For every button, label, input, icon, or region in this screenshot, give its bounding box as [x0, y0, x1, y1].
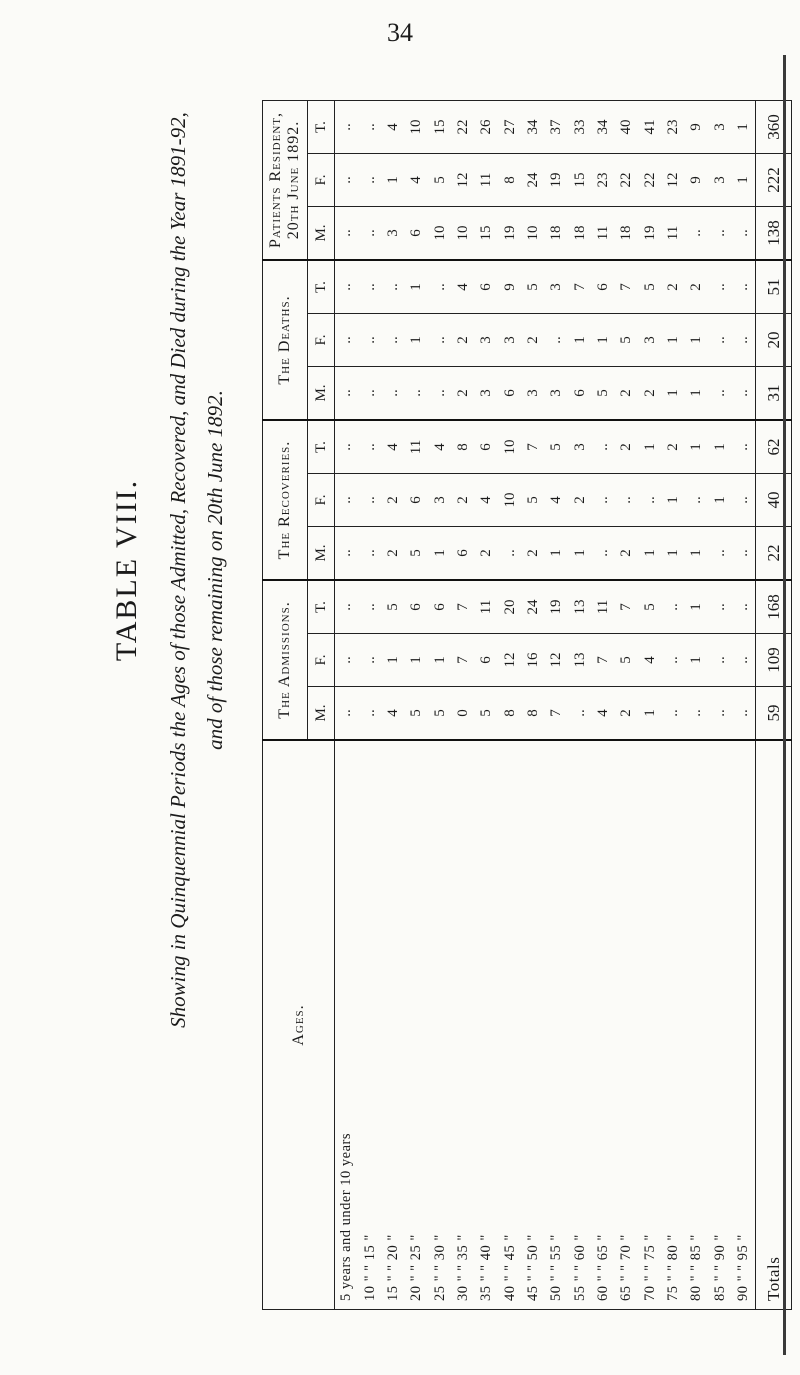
value-cell-pt: 4: [382, 101, 405, 154]
value-cell-pm: 15: [475, 207, 498, 261]
value-cell-at: 11: [592, 580, 615, 634]
total-cell-pt: 360: [756, 101, 792, 154]
value-cell-df: ..: [428, 314, 451, 367]
subheader-f: F.: [308, 474, 335, 527]
value-cell-af: 1: [428, 634, 451, 687]
value-cell-af: 12: [498, 634, 521, 687]
value-cell-rt: 8: [452, 420, 475, 474]
value-cell-df: ..: [335, 314, 359, 367]
value-cell-rt: ..: [732, 420, 756, 474]
value-cell-dm: ..: [405, 367, 428, 421]
value-cell-rm: ..: [358, 527, 381, 581]
age-range-cell: 60 " " 65 ": [592, 740, 615, 1310]
value-cell-pt: ..: [335, 101, 359, 154]
value-cell-dm: ..: [358, 367, 381, 421]
value-cell-rt: 4: [382, 420, 405, 474]
value-cell-pt: 27: [498, 101, 521, 154]
subheader-t: T.: [308, 260, 335, 314]
subheader-f: F.: [308, 314, 335, 367]
value-cell-rm: 2: [382, 527, 405, 581]
value-cell-at: 13: [568, 580, 591, 634]
value-cell-af: ..: [358, 634, 381, 687]
value-cell-rt: ..: [335, 420, 359, 474]
subheader-f: F.: [308, 634, 335, 687]
table-row: [732, 101, 756, 1310]
value-cell-pt: 40: [615, 101, 638, 154]
value-cell-pm: 19: [498, 207, 521, 261]
value-cell-pm: ..: [358, 207, 381, 261]
total-cell-df: 20: [756, 314, 792, 367]
table-row: [522, 101, 545, 1310]
value-cell-pm: 11: [592, 207, 615, 261]
value-cell-pm: ..: [335, 207, 359, 261]
value-cell-rm: 2: [475, 527, 498, 581]
table-row: [709, 101, 732, 1310]
total-cell-rf: 40: [756, 474, 792, 527]
value-cell-dt: ..: [428, 260, 451, 314]
value-cell-pf: 15: [568, 154, 591, 207]
value-cell-df: 2: [522, 314, 545, 367]
value-cell-rt: ..: [592, 420, 615, 474]
value-cell-at: 20: [498, 580, 521, 634]
value-cell-pf: 5: [428, 154, 451, 207]
value-cell-dt: ..: [358, 260, 381, 314]
value-cell-af: 7: [592, 634, 615, 687]
value-cell-af: ..: [335, 634, 359, 687]
value-cell-pm: 11: [662, 207, 685, 261]
value-cell-rm: 1: [662, 527, 685, 581]
value-cell-rm: 1: [428, 527, 451, 581]
value-cell-dt: 6: [475, 260, 498, 314]
value-cell-pf: 19: [545, 154, 568, 207]
value-cell-pt: 15: [428, 101, 451, 154]
value-cell-rt: 1: [638, 420, 661, 474]
value-cell-dt: 3: [545, 260, 568, 314]
value-cell-rm: 6: [452, 527, 475, 581]
table-row: [545, 101, 568, 1310]
value-cell-rf: ..: [638, 474, 661, 527]
value-cell-pf: ..: [335, 154, 359, 207]
age-range-cell: 10 " " 15 ": [358, 740, 381, 1310]
age-range-cell: 85 " " 90 ": [709, 740, 732, 1310]
subheader-t: T.: [308, 101, 335, 154]
value-cell-dt: 1: [405, 260, 428, 314]
value-cell-af: 1: [685, 634, 708, 687]
table-row: [335, 101, 359, 1310]
age-range-cell: 65 " " 70 ": [615, 740, 638, 1310]
value-cell-dt: 5: [522, 260, 545, 314]
caption-line-2: and of those remaining on 20th June 1892.: [203, 390, 227, 750]
value-cell-dt: ..: [335, 260, 359, 314]
table-row: [382, 101, 405, 1310]
value-cell-am: 5: [475, 687, 498, 741]
value-cell-pt: 34: [592, 101, 615, 154]
value-cell-dm: 6: [568, 367, 591, 421]
value-cell-df: 1: [405, 314, 428, 367]
value-cell-at: 1: [685, 580, 708, 634]
table-row: [568, 101, 591, 1310]
value-cell-pt: 23: [662, 101, 685, 154]
value-cell-rt: 6: [475, 420, 498, 474]
value-cell-am: 7: [545, 687, 568, 741]
value-cell-pm: 6: [405, 207, 428, 261]
value-cell-df: ..: [709, 314, 732, 367]
value-cell-rf: 2: [452, 474, 475, 527]
table-row: [405, 101, 428, 1310]
value-cell-at: 24: [522, 580, 545, 634]
value-cell-pf: 8: [498, 154, 521, 207]
value-cell-dm: ..: [382, 367, 405, 421]
age-range-cell: 15 " " 20 ": [382, 740, 405, 1310]
value-cell-pm: 10: [522, 207, 545, 261]
value-cell-dm: 3: [475, 367, 498, 421]
total-cell-rm: 22: [756, 527, 792, 581]
header-resident: Patients Resident, 20th June 1892.: [263, 101, 308, 261]
table-row: [638, 101, 661, 1310]
value-cell-pf: 22: [615, 154, 638, 207]
value-cell-dt: 4: [452, 260, 475, 314]
value-cell-df: ..: [358, 314, 381, 367]
value-cell-pt: 41: [638, 101, 661, 154]
value-cell-dt: ..: [709, 260, 732, 314]
value-cell-pm: ..: [732, 207, 756, 261]
table-number: TABLE VIII.: [110, 478, 143, 662]
value-cell-at: 19: [545, 580, 568, 634]
value-cell-pf: 22: [638, 154, 661, 207]
value-cell-dt: 2: [685, 260, 708, 314]
subheader-m: M.: [308, 527, 335, 581]
value-cell-rf: 1: [662, 474, 685, 527]
table-row: [498, 101, 521, 1310]
subheader-t: T.: [308, 580, 335, 634]
table-row: [475, 101, 498, 1310]
value-cell-df: ..: [545, 314, 568, 367]
age-range-cell: 50 " " 55 ": [545, 740, 568, 1310]
value-cell-pt: 34: [522, 101, 545, 154]
value-cell-rf: 3: [428, 474, 451, 527]
value-cell-at: 5: [638, 580, 661, 634]
value-cell-pm: 18: [568, 207, 591, 261]
value-cell-pm: 18: [545, 207, 568, 261]
age-range-cell: 55 " " 60 ": [568, 740, 591, 1310]
value-cell-pt: 3: [709, 101, 732, 154]
value-cell-rm: 1: [685, 527, 708, 581]
value-cell-rf: 1: [709, 474, 732, 527]
total-cell-at: 168: [756, 580, 792, 634]
value-cell-rt: ..: [358, 420, 381, 474]
total-cell-pf: 222: [756, 154, 792, 207]
value-cell-pt: 1: [732, 101, 756, 154]
value-cell-rf: 2: [568, 474, 591, 527]
value-cell-rm: ..: [732, 527, 756, 581]
value-cell-dm: 3: [522, 367, 545, 421]
value-cell-dm: ..: [335, 367, 359, 421]
value-cell-rf: 4: [475, 474, 498, 527]
value-cell-pt: 10: [405, 101, 428, 154]
table-row: [358, 101, 381, 1310]
value-cell-rm: ..: [335, 527, 359, 581]
age-range-cell: 80 " " 85 ": [685, 740, 708, 1310]
header-recoveries: The Recoveries.: [263, 420, 308, 580]
value-cell-df: 1: [685, 314, 708, 367]
value-cell-rm: 5: [405, 527, 428, 581]
value-cell-am: ..: [662, 687, 685, 741]
value-cell-pt: ..: [358, 101, 381, 154]
value-cell-at: ..: [732, 580, 756, 634]
value-cell-at: ..: [335, 580, 359, 634]
caption-line-1: Showing in Quinquennial Periods the Ages of those Admitted, Recovered, and Died during the Year 1891-92,: [166, 112, 190, 1028]
value-cell-dt: 6: [592, 260, 615, 314]
value-cell-dt: 7: [615, 260, 638, 314]
value-cell-af: 5: [615, 634, 638, 687]
value-cell-dm: ..: [709, 367, 732, 421]
value-cell-dm: 3: [545, 367, 568, 421]
value-cell-af: 16: [522, 634, 545, 687]
value-cell-am: ..: [685, 687, 708, 741]
value-cell-af: ..: [709, 634, 732, 687]
table-row: [615, 101, 638, 1310]
value-cell-af: 4: [638, 634, 661, 687]
value-cell-rf: ..: [685, 474, 708, 527]
value-cell-pm: 3: [382, 207, 405, 261]
value-cell-rf: ..: [358, 474, 381, 527]
table-row: [685, 101, 708, 1310]
total-cell-pm: 138: [756, 207, 792, 261]
value-cell-rf: ..: [732, 474, 756, 527]
value-cell-at: ..: [662, 580, 685, 634]
value-cell-rt: 4: [428, 420, 451, 474]
value-cell-at: 6: [428, 580, 451, 634]
value-cell-pf: 1: [382, 154, 405, 207]
value-cell-dm: ..: [428, 367, 451, 421]
value-cell-am: 8: [498, 687, 521, 741]
value-cell-df: 3: [475, 314, 498, 367]
age-range-cell: 45 " " 50 ": [522, 740, 545, 1310]
value-cell-am: ..: [732, 687, 756, 741]
value-cell-rt: 10: [498, 420, 521, 474]
value-cell-af: 1: [382, 634, 405, 687]
value-cell-af: 13: [568, 634, 591, 687]
value-cell-at: ..: [358, 580, 381, 634]
value-cell-pf: ..: [358, 154, 381, 207]
value-cell-am: ..: [358, 687, 381, 741]
value-cell-dt: 5: [638, 260, 661, 314]
value-cell-rt: 1: [709, 420, 732, 474]
value-cell-am: ..: [709, 687, 732, 741]
subheader-f: F.: [308, 154, 335, 207]
value-cell-pt: 9: [685, 101, 708, 154]
value-cell-dt: ..: [382, 260, 405, 314]
age-range-cell: 70 " " 75 ": [638, 740, 661, 1310]
value-cell-rf: 5: [522, 474, 545, 527]
value-cell-rf: 4: [545, 474, 568, 527]
value-cell-pt: 33: [568, 101, 591, 154]
value-cell-rf: 6: [405, 474, 428, 527]
value-cell-df: 3: [498, 314, 521, 367]
value-cell-df: ..: [732, 314, 756, 367]
value-cell-pt: 37: [545, 101, 568, 154]
value-cell-pm: 18: [615, 207, 638, 261]
total-cell-dt: 51: [756, 260, 792, 314]
value-cell-am: ..: [568, 687, 591, 741]
value-cell-at: ..: [709, 580, 732, 634]
value-cell-am: 8: [522, 687, 545, 741]
value-cell-am: 1: [638, 687, 661, 741]
value-cell-pf: 24: [522, 154, 545, 207]
value-cell-rm: ..: [592, 527, 615, 581]
value-cell-rf: ..: [335, 474, 359, 527]
value-cell-rt: 2: [662, 420, 685, 474]
value-cell-dm: 6: [498, 367, 521, 421]
value-cell-am: 5: [405, 687, 428, 741]
value-cell-dm: ..: [732, 367, 756, 421]
value-cell-rf: ..: [615, 474, 638, 527]
value-cell-rm: ..: [498, 527, 521, 581]
value-cell-at: 6: [405, 580, 428, 634]
age-range-cell: 5 years and under 10 years: [335, 740, 359, 1310]
value-cell-pf: 23: [592, 154, 615, 207]
value-cell-am: 4: [382, 687, 405, 741]
value-cell-df: 1: [568, 314, 591, 367]
value-cell-rt: 1: [685, 420, 708, 474]
subheader-m: M.: [308, 207, 335, 261]
value-cell-pt: 22: [452, 101, 475, 154]
value-cell-rm: ..: [709, 527, 732, 581]
value-cell-pm: ..: [709, 207, 732, 261]
value-cell-rt: 5: [545, 420, 568, 474]
value-cell-rt: 7: [522, 420, 545, 474]
total-cell-dm: 31: [756, 367, 792, 421]
value-cell-rf: 2: [382, 474, 405, 527]
table-row: [428, 101, 451, 1310]
value-cell-rm: 2: [522, 527, 545, 581]
value-cell-dt: 2: [662, 260, 685, 314]
value-cell-rm: 1: [638, 527, 661, 581]
table-caption: [110, 35, 228, 1105]
value-cell-dm: 1: [662, 367, 685, 421]
value-cell-dm: 5: [592, 367, 615, 421]
value-cell-pf: 9: [685, 154, 708, 207]
age-range-cell: 40 " " 45 ": [498, 740, 521, 1310]
age-range-cell: 75 " " 80 ": [662, 740, 685, 1310]
value-cell-df: ..: [382, 314, 405, 367]
value-cell-dm: 2: [452, 367, 475, 421]
total-cell-af: 109: [756, 634, 792, 687]
total-cell-am: 59: [756, 687, 792, 741]
value-cell-pf: 4: [405, 154, 428, 207]
value-cell-rf: 10: [498, 474, 521, 527]
page-number: 34: [387, 18, 413, 47]
value-cell-am: 4: [592, 687, 615, 741]
value-cell-df: 2: [452, 314, 475, 367]
value-cell-am: 2: [615, 687, 638, 741]
table-row: [592, 101, 615, 1310]
value-cell-am: 5: [428, 687, 451, 741]
value-cell-af: ..: [662, 634, 685, 687]
total-cell-rt: 62: [756, 420, 792, 474]
value-cell-rm: 2: [615, 527, 638, 581]
value-cell-dt: 7: [568, 260, 591, 314]
subheader-m: M.: [308, 687, 335, 741]
subheader-m: M.: [308, 367, 335, 421]
value-cell-at: 7: [615, 580, 638, 634]
value-cell-dt: 9: [498, 260, 521, 314]
value-cell-pm: ..: [685, 207, 708, 261]
age-range-cell: 30 " " 35 ": [452, 740, 475, 1310]
value-cell-af: 7: [452, 634, 475, 687]
age-range-cell: 20 " " 25 ": [405, 740, 428, 1310]
value-cell-rt: 11: [405, 420, 428, 474]
totals-label: Totals: [756, 740, 792, 1310]
value-cell-pm: 10: [428, 207, 451, 261]
totals-row: [756, 101, 792, 1310]
header-deaths: The Deaths.: [263, 260, 308, 420]
value-cell-af: 1: [405, 634, 428, 687]
value-cell-df: 5: [615, 314, 638, 367]
value-cell-rt: 2: [615, 420, 638, 474]
age-range-cell: 25 " " 30 ": [428, 740, 451, 1310]
value-cell-rm: 1: [568, 527, 591, 581]
header-admissions: The Admissions.: [263, 580, 308, 740]
table-row: [662, 101, 685, 1310]
subheader-t: T.: [308, 420, 335, 474]
ages-table: [262, 100, 792, 1310]
value-cell-df: 1: [592, 314, 615, 367]
value-cell-dm: 2: [615, 367, 638, 421]
value-cell-af: ..: [732, 634, 756, 687]
value-cell-at: 7: [452, 580, 475, 634]
value-cell-dm: 2: [638, 367, 661, 421]
age-range-cell: 90 " " 95 ": [732, 740, 756, 1310]
value-cell-df: 1: [662, 314, 685, 367]
header-ages: Ages.: [263, 740, 335, 1310]
value-cell-af: 12: [545, 634, 568, 687]
value-cell-pf: 11: [475, 154, 498, 207]
value-cell-dt: ..: [732, 260, 756, 314]
value-cell-rt: 3: [568, 420, 591, 474]
value-cell-rm: 1: [545, 527, 568, 581]
age-range-cell: 35 " " 40 ": [475, 740, 498, 1310]
value-cell-pf: 12: [662, 154, 685, 207]
value-cell-pf: 3: [709, 154, 732, 207]
value-cell-pf: 1: [732, 154, 756, 207]
value-cell-pf: 12: [452, 154, 475, 207]
value-cell-at: 11: [475, 580, 498, 634]
value-cell-am: 0: [452, 687, 475, 741]
value-cell-pm: 19: [638, 207, 661, 261]
value-cell-pt: 26: [475, 101, 498, 154]
table-row: [452, 101, 475, 1310]
value-cell-df: 3: [638, 314, 661, 367]
value-cell-rf: ..: [592, 474, 615, 527]
value-cell-dm: 1: [685, 367, 708, 421]
value-cell-af: 6: [475, 634, 498, 687]
value-cell-pm: 10: [452, 207, 475, 261]
value-cell-at: 5: [382, 580, 405, 634]
page-edge-line: [783, 55, 786, 1355]
value-cell-am: ..: [335, 687, 359, 741]
